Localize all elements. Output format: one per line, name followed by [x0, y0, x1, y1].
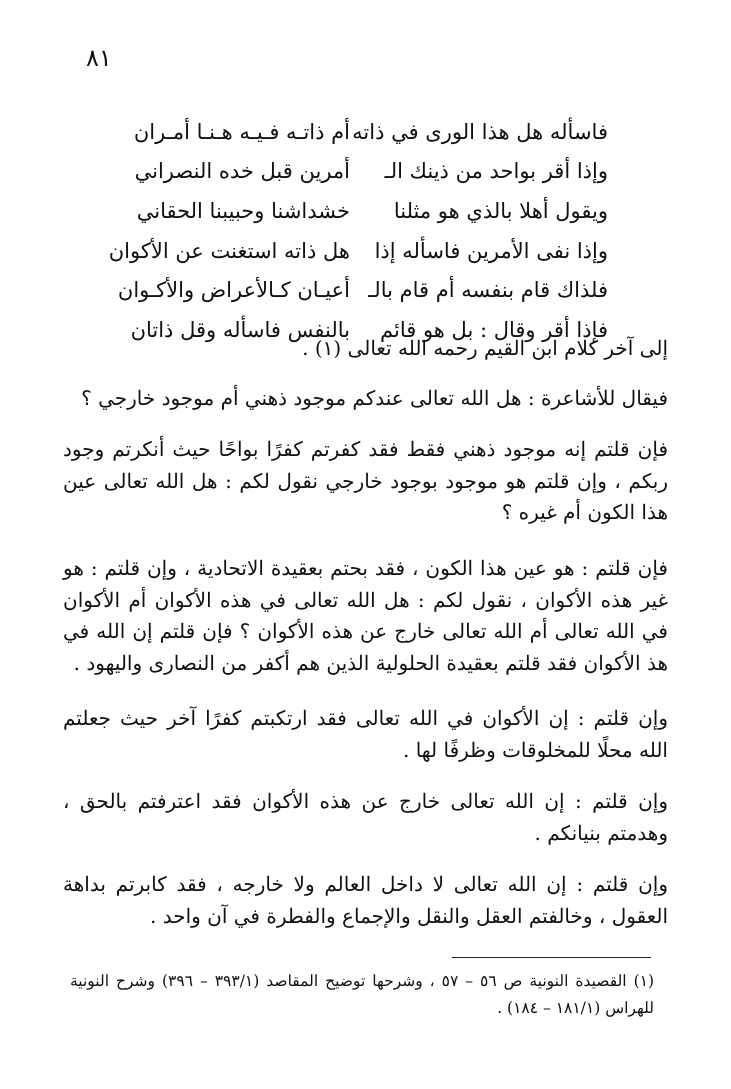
footnote: (١) القصيدة النونية ص ٥٦ – ٥٧ ، وشرحها توضيح المقاصد (٣٩٣/١ – ٣٩٦) وشرح النونية للهراس (١٨١/١ – ١٨٤) .: [70, 972, 655, 1017]
footnote-divider: [452, 957, 651, 958]
verse-row: [118, 191, 608, 231]
verse-first-hemistich: ويقول أهلا بالذي هو مثلنا: [393, 198, 608, 223]
verse-second-hemistich: خشداشنا وحبيبنا الحقاني: [136, 198, 350, 223]
verse-row: [108, 231, 608, 271]
poem-verses: [108, 112, 608, 350]
verse-second-hemistich: أمرين قبل خده النصراني: [134, 159, 350, 184]
paragraph-question: فيقال للأشاعرة : هل الله تعالى عندكم موجود ذهني أم موجود خارجي ؟: [81, 386, 668, 410]
verse-first-hemistich: فلذاك قام بنفسه أم قام بالـ: [368, 278, 608, 303]
verse-second-hemistich: أم ذاتـه فـيـه هـنـا أمـران: [133, 119, 350, 144]
paragraph-argument-2: فإن قلتم : هو عين هذا الكون ، فقد بحتم بعقيدة الاتحادية ، وإن قلتم : هو غير هذه الأكوان ، نقول لكم : هل الله تعالى في هذه الأكوان أم الأكوان في الله تعالى أم الله تعالى خارج عن هذه الأكوان ؟ فإن قلتم إن الله في هذ الأكوان فقد قلتم بعقيدة الحلولية الذين هم أكفر من النصارى واليهود .: [63, 556, 668, 675]
paragraph-argument-5: وإن قلتم : إن الله تعالى لا داخل العالم ولا خارجه ، فقد كابرتم بداهة العقول ، وخالفتم العقل والنقل والإجماع والفطرة في آن واحد .: [63, 872, 668, 928]
verse-second-hemistich: بالنفس فاسأله وقل ذاتان: [130, 317, 350, 342]
verse-first-hemistich: فاسأله هل هذا الورى في ذاته: [352, 119, 608, 144]
verse-first-hemistich: فإذا أقر وقال : بل هو قائم: [380, 317, 608, 342]
paragraph-quote-end: إلى آخر كلام ابن القيم رحمه الله تعالى (١) .: [302, 336, 668, 360]
verse-first-hemistich: وإذا أقر بواحد من ذينك الـ: [384, 159, 608, 184]
page-number: ٨١: [86, 44, 112, 72]
verse-row: [118, 270, 608, 310]
verse-row: [118, 112, 608, 152]
verse-row: [118, 152, 608, 192]
verse-second-hemistich: أعيـان كـالأعراض والأكـوان: [117, 278, 350, 303]
paragraph-argument-1: فإن قلتم إنه موجود ذهني فقط فقد كفرتم كفرًا بواحًا حيث أنكرتم وجود ربكم ، وإن قلتم هو موجود بوجود خارجي نقول لكم : هل الله تعالى عين هذا الكون أم غيره ؟: [63, 437, 668, 524]
paragraph-argument-3: وإن قلتم : إن الأكوان في الله تعالى فقد ارتكبتم كفرًا آخر حيث جعلتم الله محلًا للمخلوقات وظرفًا لها .: [63, 706, 669, 762]
verse-second-hemistich: هل ذاته استغنت عن الأكوان: [108, 238, 350, 263]
paragraph-argument-4: وإن قلتم : إن الله تعالى خارج عن هذه الأكوان فقد اعترفتم بالحق ، وهدمتم بنيانكم .: [63, 789, 668, 845]
verse-first-hemistich: وإذا نفى الأمرين فاسأله إذا: [374, 238, 608, 263]
